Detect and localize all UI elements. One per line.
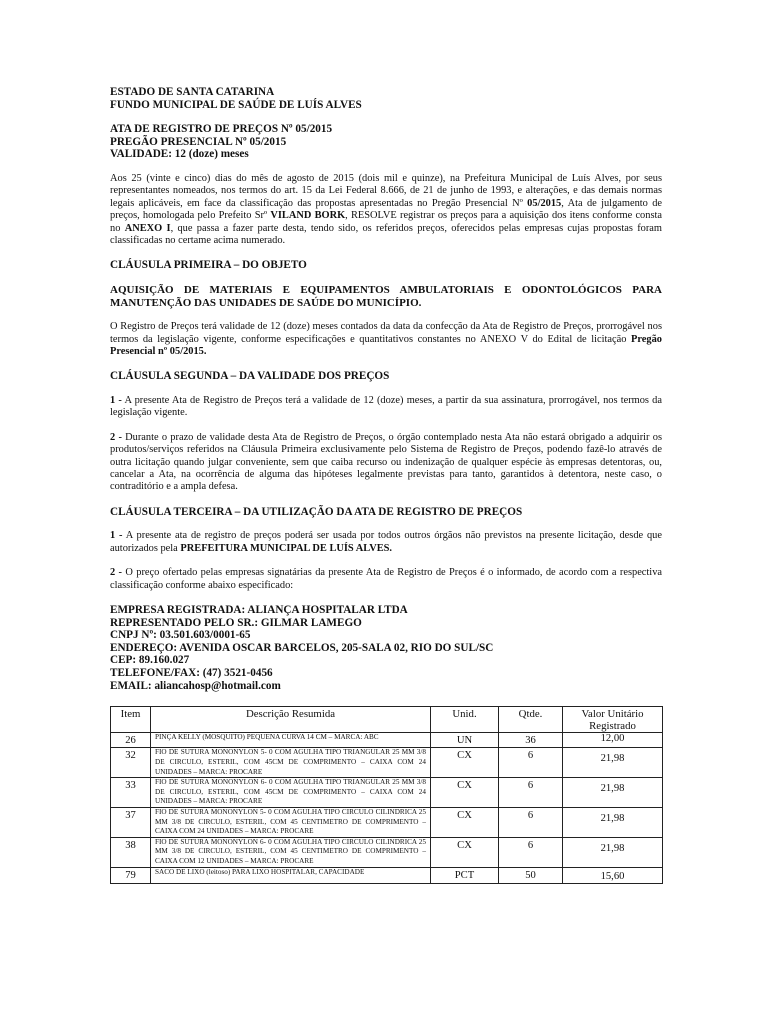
clause-2-item-2-num: 2 - (110, 431, 122, 443)
document-page (110, 86, 662, 884)
row-description: SACO DE LIXO (leitoso) PARA LIXO HOSPITALAR, CAPACIDADE (151, 867, 431, 883)
row-unit-price: 21,98 (563, 807, 663, 837)
row-quantity: 36 (499, 733, 563, 748)
row-quantity: 6 (499, 807, 563, 837)
intro-prefeito: VILAND BORK (270, 210, 346, 222)
clause-2-item-1-text: A presente Ata de Registro de Preços terá a validade de 12 (doze) meses, a partir da sua assinatura, prorrogável, nos termos da legislação vigente. (110, 395, 662, 419)
row-unit: PCT (431, 867, 499, 883)
clause-3-item-2 (110, 567, 662, 592)
row-description: PINÇA KELLY (MOSQUITO) PEQUENA CURVA 14 CM – MARCA: ABC (151, 733, 431, 748)
row-item: 32 (111, 748, 151, 778)
row-unit-price: 21,98 (563, 778, 663, 808)
intro-pregao: 05/2015 (527, 197, 562, 209)
company-name: EMPRESA REGISTRADA: ALIANÇA HOSPITALAR LTDA (110, 604, 408, 617)
row-unit: CX (431, 837, 499, 867)
header-quantity: Qtde. (499, 707, 563, 733)
clause-2-title: CLÁUSULA SEGUNDA – DA VALIDADE DOS PREÇOS (110, 370, 390, 383)
row-quantity: 6 (499, 748, 563, 778)
clause-1-object: AQUISIÇÃO DE MATERIAIS E EQUIPAMENTOS AMBULATORIAIS E ODONTOLÓGICOS PARA MANUTENÇÃO DAS UNIDADES DE SAÚDE DO MUNICÍPIO. (110, 284, 662, 309)
ata-number: ATA DE REGISTRO DE PREÇOS Nº 05/2015 (110, 123, 333, 136)
clause-3-title: CLÁUSULA TERCEIRA – DA UTILIZAÇÃO DA ATA DE REGISTRO DE PREÇOS (110, 505, 523, 518)
row-item: 33 (111, 778, 151, 808)
intro-text-2: , Ata de julgamento de preços, homologada pelo Prefeito Srº (110, 197, 663, 222)
company-phone: TELEFONE/FAX: (47) 3521-0456 (110, 667, 273, 680)
table-header-row (111, 707, 663, 733)
company-email: EMAIL: aliancahosp@hotmail.com (110, 679, 281, 692)
ata-heading (110, 123, 662, 161)
row-description: FIO DE SUTURA MONONYLON 5- 0 COM AGULHA TIPO TRIANGULAR 25 MM 3/8 DE CIRCULO, ESTERIL, COM 45CM DE COMPRIMENTO – CAIXA COM 24 UNIDADES – MARCA: PROCARE (151, 748, 431, 778)
row-description: FIO DE SUTURA MONONYLON 5- 0 COM AGULHA TIPO CIRCULO CILINDRICA 25 MM 3/8 DE CIRCULO, ESTERIL, COM 45 CENTIMETRO DE COMPRIMENTO – CAIXA COM 24 UNIDADES – MARCA: PROCARE (151, 807, 431, 837)
intro-text-3: , RESOLVE registrar os preços para a aquisição dos itens conforme consta no (110, 210, 662, 234)
row-unit-price: 21,98 (563, 748, 663, 778)
company-cep: CEP: 89.160.027 (110, 654, 190, 667)
table-row (111, 778, 663, 808)
row-quantity: 6 (499, 837, 563, 867)
clause-1-title: CLÁUSULA PRIMEIRA – DO OBJETO (110, 259, 307, 272)
company-address: ENDEREÇO: AVENIDA OSCAR BARCELOS, 205-SALA 02, RIO DO SUL/SC (110, 641, 494, 654)
row-unit: CX (431, 778, 499, 808)
pregao-number: PREGÃO PRESENCIAL Nº 05/2015 (110, 135, 287, 148)
company-block (110, 604, 662, 692)
row-quantity: 50 (499, 867, 563, 883)
clause-2-item-2-text: Durante o prazo de validade desta Ata de Registro de Preços, o órgão contemplado nesta Ata não estará obrigado a adquirir os produtos/serviços referidos na Cláusula Primeira exclusivamente pelo Sistema de Registro de Preços, podendo fazê-lo através de outra licitação quando julgar conveniente, sem que caiba recurso ou indenização de qualquer espécie às empresas detentoras, ou, cancelar a Ata, na ocorrência de alguma das hipóteses legalmente previstas para tanto, garantidos à detentora, neste caso, o contraditório e a ampla defesa. (110, 431, 662, 493)
clause-2-item-1-num: 1 - (110, 395, 122, 406)
clause-3-item-1 (110, 530, 662, 555)
intro-text-1: Aos 25 (vinte e cinco) dias do mês de agosto de 2015 (dois mil e quinze), na Prefeitura Municipal de Luís Alves, por seus representantes nomeados, nos termos do art. 15 da Lei Federal 8.666, de 21 de junho de 1993, e alterações, e das demais normas legais aplicáveis, em face da classificação das propostas apresentadas no Pregão Presencial Nº (110, 172, 662, 209)
intro-text-4: , que passa a fazer parte desta, tendo sido, os referidos preços, oferecidos pelas empresas cujas propostas foram classificadas no certame acima numerado. (110, 222, 663, 246)
intro-anexo: ANEXO I (124, 222, 171, 234)
clause-3-item-1-bold: PREFEITURA MUNICIPAL DE LUÍS ALVES. (180, 542, 393, 554)
header-unit-price: Valor Unitário Registrado (563, 707, 663, 733)
row-item: 37 (111, 807, 151, 837)
document-header (110, 86, 662, 111)
row-unit-price: 15,60 (563, 867, 663, 883)
header-state: ESTADO DE SANTA CATARINA (110, 86, 275, 98)
row-item: 26 (111, 733, 151, 748)
clause-1-text (110, 321, 662, 358)
table-row (111, 807, 663, 837)
row-description: FIO DE SUTURA MONONYLON 6- 0 COM AGULHA TIPO TRIANGULAR 25 MM 3/8 DE CIRCULO, ESTERIL, COM 45CM DE COMPRIMENTO – CAIXA COM 24 UNIDADES – MARCA: PROCARE (151, 778, 431, 808)
intro-paragraph (110, 173, 662, 247)
header-unit: Unid. (431, 707, 499, 733)
row-quantity: 6 (499, 778, 563, 808)
table-row (111, 733, 663, 748)
clause-3-item-2-num: 2 - (110, 567, 123, 579)
clause-3-item-2-text: O preço ofertado pelas empresas signatárias da presente Ata de Registro de Preços é o informado, de acordo com a respectiva classificação conforme abaixo especificado: (110, 567, 662, 591)
clause-1-text-bold: Pregão Presencial nº 05/2015. (110, 333, 662, 357)
table-row (111, 837, 663, 867)
price-table (110, 706, 663, 883)
table-row (111, 867, 663, 883)
clause-2-item-1 (110, 395, 662, 420)
row-item: 38 (111, 837, 151, 867)
row-unit: UN (431, 733, 499, 748)
clause-3-item-1-text: A presente ata de registro de preços poderá ser usada por todos outros órgãos não previstos na presente licitação, desde que autorizados pela (110, 530, 662, 554)
row-item: 79 (111, 867, 151, 883)
clause-3-item-1-num: 1 - (110, 530, 123, 542)
table-row (111, 748, 663, 778)
company-cnpj: CNPJ Nº: 03.501.603/0001-65 (110, 629, 251, 642)
row-unit: CX (431, 807, 499, 837)
row-unit-price: 21,98 (563, 837, 663, 867)
company-representative: REPRESENTADO PELO SR.: GILMAR LAMEGO (110, 616, 362, 629)
validity: VALIDADE: 12 (doze) meses (110, 148, 249, 161)
row-description: FIO DE SUTURA MONONYLON 6- 0 COM AGULHA TIPO CIRCULO CILINDRICA 25 MM 3/8 DE CIRCULO, ESTERIL, COM 45 CENTIMETRO DE COMPRIMENTO – CAIXA COM 12 UNIDADES – MARCA: PROCARE (151, 837, 431, 867)
clause-2-item-2 (110, 432, 662, 494)
clause-1-text-body: O Registro de Preços terá validade de 12 (doze) meses contados da data da confecção da Ata de Registro de Preços, prorrogável nos termos da legislação vigente, conforme especificações e quantitativos constantes no ANEXO V do Edital de licitação (110, 321, 662, 345)
row-unit: CX (431, 748, 499, 778)
row-unit-price: 12,00 (563, 733, 663, 748)
header-item: Item (111, 707, 151, 733)
header-fund: FUNDO MUNICIPAL DE SAÚDE DE LUÍS ALVES (110, 98, 362, 111)
header-description: Descrição Resumida (151, 707, 431, 733)
